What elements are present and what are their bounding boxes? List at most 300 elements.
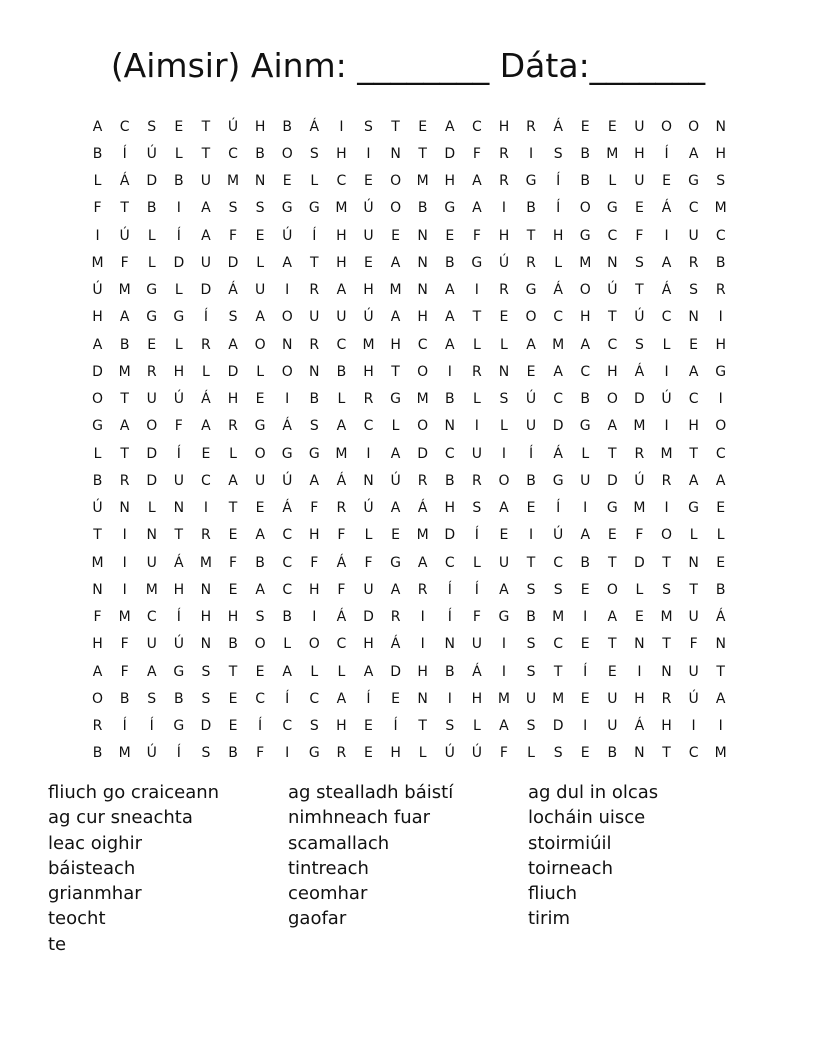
grid-letter: C xyxy=(282,718,293,735)
grid-letter: B xyxy=(580,554,591,571)
grid-letter: R xyxy=(471,363,482,380)
grid-letter: L xyxy=(554,254,563,271)
grid-letter: G xyxy=(606,500,618,517)
grid-letter: F xyxy=(472,145,481,162)
grid-letter: L xyxy=(93,173,102,190)
grid-letter: M xyxy=(91,554,104,571)
grid-letter: G xyxy=(688,500,700,517)
grid-letter: D xyxy=(444,527,456,544)
grid-letter: U xyxy=(607,690,618,707)
grid-letter: L xyxy=(147,227,156,244)
grid-letter: G xyxy=(525,282,537,299)
grid-letter: E xyxy=(580,118,590,135)
grid-letter: L xyxy=(310,173,319,190)
grid-letter: G xyxy=(498,609,510,626)
grid-letter: U xyxy=(525,418,537,435)
grid-letter: S xyxy=(309,418,319,435)
grid-letter: Á xyxy=(553,445,563,462)
grid-letter: Í xyxy=(258,718,263,735)
grid-letter: Í xyxy=(176,445,181,462)
grid-letter: E xyxy=(526,363,536,380)
grid-letter: D xyxy=(227,363,239,380)
grid-letter: D xyxy=(146,445,158,462)
grid-letter: B xyxy=(580,173,591,190)
grid-letter: L xyxy=(310,663,319,680)
grid-letter: L xyxy=(716,527,725,544)
grid-letter: G xyxy=(390,554,401,571)
grid-letter: N xyxy=(390,145,401,162)
grid-letter: O xyxy=(92,690,104,707)
grid-letter: Í xyxy=(176,609,181,626)
grid-letter: U xyxy=(471,636,482,653)
grid-letter: B xyxy=(526,609,536,626)
grid-letter: Ú xyxy=(173,391,184,408)
grid-letter: C xyxy=(336,173,347,190)
grid-letter: L xyxy=(472,554,481,571)
grid-letter: A xyxy=(336,418,347,435)
grid-letter: Ú xyxy=(227,118,239,135)
grid-letter: E xyxy=(228,527,238,544)
grid-letter: H xyxy=(309,581,320,598)
grid-letter: N xyxy=(444,636,455,653)
grid-letter: R xyxy=(634,445,645,462)
grid-letter: I xyxy=(447,363,452,380)
grid-letter: Ú xyxy=(498,254,510,271)
grid-letter: A xyxy=(228,472,238,489)
grid-letter: B xyxy=(119,690,130,707)
grid-letter: I xyxy=(664,363,669,380)
grid-letter: B xyxy=(174,173,184,190)
grid-letter: A xyxy=(390,445,401,462)
grid-letter: I xyxy=(637,663,642,680)
grid-letter: C xyxy=(715,227,726,244)
grid-letter: R xyxy=(688,254,699,271)
grid-letter: B xyxy=(715,581,726,598)
grid-letter: C xyxy=(553,391,564,408)
grid-letter: N xyxy=(254,173,266,190)
grid-letter: F xyxy=(635,527,644,544)
grid-letter: H xyxy=(661,718,672,735)
grid-letter: B xyxy=(444,663,455,680)
grid-letter: Á xyxy=(634,363,645,380)
grid-letter: S xyxy=(201,745,211,762)
grid-letter: E xyxy=(499,309,509,326)
word-list-item: báisteach xyxy=(48,857,136,879)
grid-letter: S xyxy=(472,500,482,517)
grid-letter: A xyxy=(255,581,265,598)
grid-letter: R xyxy=(499,145,509,162)
grid-row xyxy=(84,113,736,140)
word-list-item: ag dul in olcas xyxy=(528,782,659,803)
grid-letter: U xyxy=(580,472,591,489)
grid-letter: M xyxy=(199,554,212,571)
grid-letter: A xyxy=(282,663,292,680)
grid-letter: L xyxy=(256,363,265,380)
grid-letter: U xyxy=(200,173,212,190)
grid-letter: C xyxy=(282,554,293,571)
grid-letter: Ú xyxy=(553,527,564,544)
grid-letter: R xyxy=(336,745,347,762)
grid-letter: H xyxy=(336,227,347,244)
grid-letter: L xyxy=(662,336,671,353)
grid-letter: I xyxy=(664,500,669,517)
grid-letter: I xyxy=(339,118,344,135)
grid-letter: F xyxy=(256,745,265,762)
grid-letter: L xyxy=(283,636,292,653)
grid-letter: T xyxy=(608,445,617,462)
grid-letter: B xyxy=(255,554,265,571)
grid-letter: S xyxy=(526,636,536,653)
grid-letter: G xyxy=(688,173,700,190)
grid-letter: E xyxy=(255,500,265,517)
grid-letter: I xyxy=(474,282,479,299)
grid-letter: D xyxy=(227,254,239,271)
grid-row xyxy=(84,277,736,304)
grid-letter: C xyxy=(363,418,374,435)
grid-letter: E xyxy=(391,527,400,544)
grid-letter: R xyxy=(336,500,347,517)
word-list-item: tirim xyxy=(528,908,570,930)
grid-letter: O xyxy=(417,418,429,435)
grid-letter: Í xyxy=(556,200,561,217)
grid-letter: H xyxy=(173,363,185,380)
grid-letter: A xyxy=(715,690,726,707)
grid-letter: L xyxy=(174,282,183,299)
grid-letter: I xyxy=(447,690,452,707)
grid-letter: I xyxy=(718,718,723,735)
grid-letter: A xyxy=(688,363,699,380)
grid-letter: H xyxy=(444,173,456,190)
grid-letter: Ú xyxy=(471,745,482,762)
grid-letter: Í xyxy=(556,500,561,517)
grid-letter: T xyxy=(93,527,102,544)
grid-row xyxy=(84,140,736,167)
grid-row xyxy=(84,576,736,603)
grid-letter: I xyxy=(312,609,317,626)
grid-letter: C xyxy=(553,554,564,571)
grid-letter: S xyxy=(147,118,157,135)
grid-letter: A xyxy=(201,418,211,435)
grid-letter: U xyxy=(309,309,320,326)
grid-letter: H xyxy=(417,309,428,326)
grid-letter: H xyxy=(336,145,347,162)
grid-letter: M xyxy=(714,745,727,762)
grid-letter: O xyxy=(308,636,320,653)
grid-letter: M xyxy=(118,282,131,299)
grid-letter: G xyxy=(281,200,293,217)
grid-letter: A xyxy=(92,118,103,135)
grid-letter: Ú xyxy=(634,472,645,489)
grid-letter: A xyxy=(390,581,401,598)
grid-letter: Í xyxy=(176,227,181,244)
grid-letter: N xyxy=(661,663,672,680)
grid-letter: H xyxy=(390,745,401,762)
grid-letter: Í xyxy=(393,718,398,735)
grid-letter: S xyxy=(255,200,265,217)
grid-letter: T xyxy=(662,745,671,762)
word-search-grid xyxy=(84,113,736,767)
grid-letter: E xyxy=(174,118,184,135)
grid-letter: Í xyxy=(285,690,290,707)
grid-letter: C xyxy=(688,200,699,217)
grid-letter: S xyxy=(201,663,211,680)
grid-letter: A xyxy=(444,309,455,326)
word-list-item: stoirmiúil xyxy=(528,832,612,854)
grid-letter: I xyxy=(583,609,588,626)
grid-letter: Ú xyxy=(363,309,374,326)
grid-letter: S xyxy=(553,745,563,762)
grid-letter: I xyxy=(285,282,290,299)
word-list xyxy=(48,780,788,957)
grid-letter: E xyxy=(282,173,292,190)
grid-letter: M xyxy=(633,500,646,517)
grid-letter: E xyxy=(716,554,726,571)
word-list-item: tintreach xyxy=(288,857,369,879)
grid-letter: S xyxy=(553,145,563,162)
grid-letter: I xyxy=(501,636,507,653)
grid-letter: R xyxy=(228,418,238,435)
grid-letter: Ú xyxy=(173,636,184,653)
grid-letter: D xyxy=(146,472,158,489)
grid-letter: U xyxy=(336,309,347,326)
grid-letter: R xyxy=(417,581,428,598)
word-list-item: gaofar xyxy=(288,908,347,930)
grid-letter: A xyxy=(336,690,347,707)
grid-letter: D xyxy=(606,472,618,489)
grid-letter: S xyxy=(499,391,509,408)
grid-letter: R xyxy=(526,118,536,135)
grid-letter: A xyxy=(580,527,591,544)
grid-letter: E xyxy=(607,663,617,680)
grid-letter: A xyxy=(390,309,401,326)
grid-letter: U xyxy=(254,282,266,299)
grid-letter: T xyxy=(526,227,536,244)
grid-letter: H xyxy=(92,636,103,653)
grid-letter: T xyxy=(662,636,671,653)
grid-row xyxy=(84,386,736,413)
grid-letter: Á xyxy=(390,636,401,653)
grid-letter: Í xyxy=(176,745,181,762)
grid-letter: I xyxy=(122,554,127,571)
grid-letter: B xyxy=(174,690,184,707)
grid-letter: A xyxy=(688,472,699,489)
grid-letter: D xyxy=(552,718,564,735)
grid-letter: F xyxy=(689,636,698,653)
grid-letter: N xyxy=(634,636,645,653)
grid-letter: T xyxy=(120,391,129,408)
grid-letter: Ú xyxy=(282,227,293,244)
grid-letter: N xyxy=(688,554,699,571)
grid-letter: B xyxy=(282,609,292,626)
grid-letter: M xyxy=(606,145,619,162)
grid-letter: I xyxy=(122,581,127,598)
grid-letter: H xyxy=(363,636,374,653)
grid-letter: M xyxy=(362,336,375,353)
grid-letter: Ú xyxy=(92,282,103,299)
grid-letter: C xyxy=(688,745,699,762)
grid-letter: A xyxy=(444,118,455,135)
grid-letter: M xyxy=(335,445,348,462)
grid-letter: U xyxy=(688,227,699,244)
grid-letter: A xyxy=(228,336,238,353)
grid-letter: F xyxy=(120,254,129,271)
grid-letter: F xyxy=(174,418,183,435)
grid-letter: E xyxy=(418,118,428,135)
grid-letter: U xyxy=(607,718,618,735)
grid-letter: E xyxy=(255,227,265,244)
grid-letter: T xyxy=(228,500,238,517)
grid-letter: I xyxy=(366,145,371,162)
grid-letter: M xyxy=(552,690,565,707)
grid-letter: N xyxy=(281,336,293,353)
grid-letter: N xyxy=(173,500,185,517)
grid-letter: C xyxy=(471,118,482,135)
grid-letter: Á xyxy=(201,391,211,408)
grid-letter: Í xyxy=(556,173,561,190)
grid-letter: T xyxy=(662,554,671,571)
grid-letter: H xyxy=(498,118,510,135)
grid-letter: C xyxy=(607,336,618,353)
grid-letter: O xyxy=(92,391,104,408)
word-list-item: ceomhar xyxy=(288,883,368,905)
grid-letter: F xyxy=(228,227,238,244)
grid-letter: S xyxy=(255,609,265,626)
grid-letter: M xyxy=(118,609,131,626)
grid-letter: H xyxy=(552,227,564,244)
grid-letter: N xyxy=(417,282,428,299)
grid-letter: I xyxy=(528,527,534,544)
grid-letter: U xyxy=(173,472,184,489)
grid-letter: I xyxy=(203,500,208,517)
grid-letter: O xyxy=(146,418,158,435)
grid-letter: R xyxy=(526,254,536,271)
grid-letter: M xyxy=(416,391,429,408)
grid-letter: N xyxy=(146,527,157,544)
grid-letter: Á xyxy=(472,663,482,680)
grid-letter: A xyxy=(499,500,509,517)
grid-letter: E xyxy=(364,254,373,271)
grid-letter: E xyxy=(201,445,211,462)
grid-letter: T xyxy=(635,282,644,299)
grid-letter: U xyxy=(200,254,212,271)
grid-letter: H xyxy=(579,309,591,326)
grid-letter: U xyxy=(146,554,157,571)
grid-letter: N xyxy=(200,636,212,653)
grid-letter: E xyxy=(580,690,590,707)
grid-row xyxy=(84,413,736,440)
grid-row xyxy=(84,467,736,494)
grid-letter: C xyxy=(201,472,211,489)
grid-letter: U xyxy=(254,472,266,489)
grid-letter: H xyxy=(92,309,103,326)
grid-letter: B xyxy=(580,145,591,162)
grid-letter: A xyxy=(607,609,618,626)
grid-letter: O xyxy=(417,363,429,380)
grid-letter: R xyxy=(201,336,211,353)
grid-letter: O xyxy=(525,309,537,326)
grid-letter: Ú xyxy=(146,745,157,762)
grid-letter: L xyxy=(337,391,346,408)
grid-letter: G xyxy=(579,227,591,244)
grid-letter: A xyxy=(146,663,157,680)
grid-letter: C xyxy=(715,445,726,462)
grid-letter: F xyxy=(499,745,508,762)
grid-letter: S xyxy=(445,718,455,735)
grid-letter: L xyxy=(147,254,156,271)
grid-letter: S xyxy=(634,336,644,353)
grid-letter: Ú xyxy=(607,282,618,299)
grid-letter: I xyxy=(718,391,723,408)
grid-letter: R xyxy=(715,282,726,299)
grid-letter: F xyxy=(337,527,346,544)
grid-letter: G xyxy=(525,173,537,190)
grid-letter: G xyxy=(308,745,320,762)
grid-letter: N xyxy=(417,690,428,707)
grid-letter: C xyxy=(282,581,293,598)
grid-letter: H xyxy=(309,527,320,544)
grid-letter: Á xyxy=(553,118,563,135)
grid-letter: R xyxy=(499,173,509,190)
grid-letter: T xyxy=(716,663,725,680)
grid-letter: Á xyxy=(417,500,428,517)
grid-letter: Ú xyxy=(661,391,672,408)
grid-letter: T xyxy=(120,445,129,462)
grid-letter: B xyxy=(119,336,130,353)
grid-letter: O xyxy=(390,200,402,217)
grid-letter: Á xyxy=(715,609,726,626)
grid-letter: U xyxy=(363,581,374,598)
grid-letter: H xyxy=(417,663,428,680)
grid-letter: E xyxy=(662,173,671,190)
grid-letter: D xyxy=(92,363,103,380)
grid-letter: C xyxy=(336,336,347,353)
grid-letter: Á xyxy=(336,609,347,626)
grid-letter: A xyxy=(715,472,726,489)
grid-letter: E xyxy=(580,636,590,653)
grid-letter: C xyxy=(580,363,591,380)
grid-letter: Á xyxy=(336,554,347,571)
grid-letter: S xyxy=(634,254,644,271)
word-list-item: locháin uisce xyxy=(528,807,646,829)
grid-letter: B xyxy=(92,472,103,489)
grid-letter: Á xyxy=(336,472,347,489)
grid-letter: E xyxy=(634,200,644,217)
grid-row xyxy=(84,658,736,685)
grid-letter: U xyxy=(498,554,510,571)
grid-letter: H xyxy=(444,500,456,517)
grid-letter: S xyxy=(201,690,211,707)
grid-letter: N xyxy=(715,118,726,135)
grid-letter: G xyxy=(444,200,456,217)
grid-letter: I xyxy=(664,227,669,244)
grid-letter: Í xyxy=(366,690,371,707)
grid-letter: G xyxy=(471,254,483,271)
word-list-item: fliuch xyxy=(528,883,578,905)
grid-letter: B xyxy=(444,391,455,408)
grid-letter: M xyxy=(145,581,158,598)
grid-letter: S xyxy=(526,581,536,598)
grid-letter: C xyxy=(444,554,455,571)
grid-letter: A xyxy=(201,200,211,217)
grid-letter: S xyxy=(662,581,671,598)
grid-letter: N xyxy=(607,254,618,271)
grid-letter: I xyxy=(474,418,479,435)
grid-letter: A xyxy=(336,282,347,299)
grid-letter: S xyxy=(364,118,373,135)
grid-letter: A xyxy=(417,554,428,571)
grid-letter: E xyxy=(255,391,265,408)
grid-letter: Á xyxy=(228,282,238,299)
